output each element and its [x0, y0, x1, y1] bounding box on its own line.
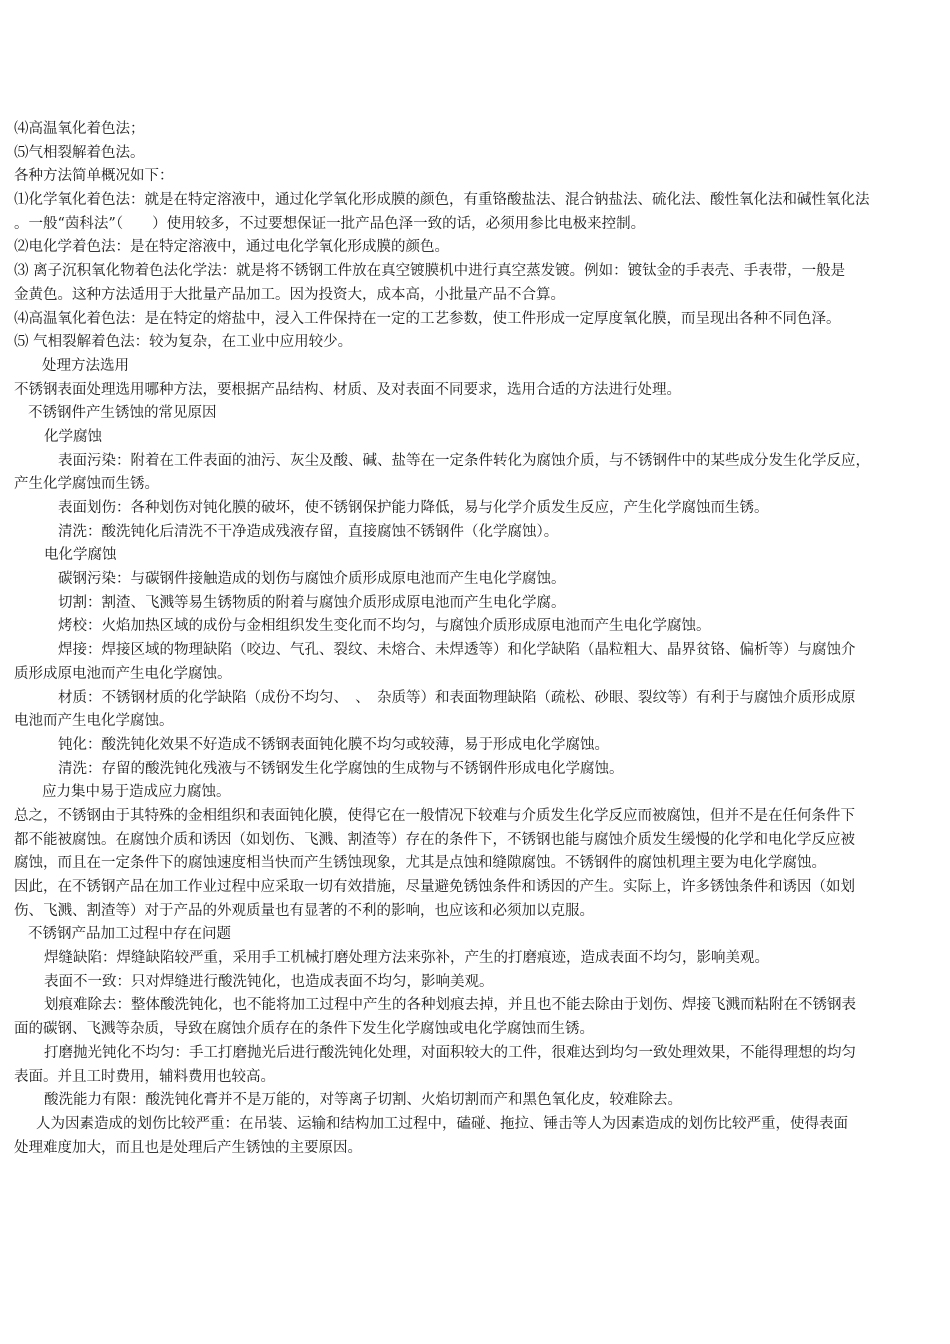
paragraph-welding: 焊接：焊接区域的物理缺陷（咬边、气孔、裂纹、未熔合、未焊透等）和化学缺陷（晶粒粗大、晶界贫铬、偏析等）与腐蚀介 — [58, 642, 856, 659]
methods-overview-heading: 各种方法简单概况如下： — [14, 168, 174, 185]
paragraph-human-factors: 人为因素造成的划伤比较严重：在吊装、运输和结构加工过程中，磕碰、拖拉、锤击等人为因素造成的划伤比较严重，使得表面 — [36, 1115, 848, 1132]
paragraph-summary-2: 都不能被腐蚀。在腐蚀介质和诱因（如划伤、飞溅、割渣等）存在的条件下，不锈钢也能与腐蚀介质发生缓慢的化学和电化学反应被 — [14, 831, 855, 848]
section-heading-rust-causes: 不锈钢件产生锈蚀的常见原因 — [28, 405, 217, 422]
paragraph-summary-1: 总之，不锈钢由于其特殊的金相组织和表面钝化膜，使得它在一般情况下较难与介质发生化学反应而被腐蚀，但并不是在任何条件下 — [14, 807, 855, 824]
section-heading-method-selection: 处理方法选用 — [42, 357, 129, 374]
paragraph-human-factors-cont: 处理难度加大，而且也是处理后产生锈蚀的主要原因。 — [14, 1139, 362, 1156]
paragraph-surface-contamination: 表面污染：附着在工件表面的油污、灰尘及酸、碱、盐等在一定条件转化为腐蚀介质，与不锈钢件中的某些成分发生化学反应， — [58, 452, 870, 469]
paragraph-cutting: 切割：割渣、飞溅等易生锈物质的附着与腐蚀介质形成原电池而产生电化学腐。 — [58, 594, 566, 611]
paragraph-flame-straightening: 烤校：火焰加热区域的成份与金相组织发生变化而不均匀，与腐蚀介质形成原电池而产生电化学腐蚀。 — [58, 618, 711, 635]
paragraph-therefore-1: 因此，在不锈钢产品在加工作业过程中应采取一切有效措施，尽量避免锈蚀条件和诱因的产生。实际上，许多锈蚀条件和诱因（如划 — [14, 879, 855, 895]
paragraph-scratch-removal: 划痕难除去：整体酸洗钝化，也不能将加工过程中产生的各种划痕去掉，并且也不能去除由于划伤、焊接飞溅而粘附在不锈钢表 — [44, 997, 856, 1014]
list-item-method-5: ⑸气相裂解着色法。 — [14, 144, 145, 161]
paragraph-therefore-2: 伤、飞溅、割渣等）对于产品的外观质量也有显著的不利的影响，也应该和必须加以克服。 — [14, 902, 594, 919]
paragraph-cleaning-electrochemical: 清洗：存留的酸洗钝化残液与不锈钢发生化学腐蚀的生成物与不锈钢件形成电化学腐蚀。 — [58, 760, 624, 777]
paragraph-cleaning-chemical: 清洗：酸洗钝化后清洗不干净造成残液存留，直接腐蚀不锈钢件（化学腐蚀）。 — [58, 523, 559, 540]
paragraph-high-temp-oxidation: ⑷高温氧化着色法：是在特定的熔盐中，浸入工件保持在一定的工艺参数，使工件形成一定厚度氧化膜，而呈现出各种不同色泽。 — [14, 310, 841, 327]
paragraph-ion-deposition: ⑶ 离子沉积氧化物着色法化学法：就是将不锈钢工件放在真空镀膜机中进行真空蒸发镀。例如：镀钛金的手表壳、手表带，一般是 — [14, 263, 846, 280]
paragraph-passivation: 钝化：酸洗钝化效果不好造成不锈钢表面钝化膜不均匀或较薄，易于形成电化学腐蚀。 — [58, 736, 609, 753]
paragraph-polishing-cont: 表面。并且工时费用，辅料费用也较高。 — [14, 1068, 275, 1085]
paragraph-surface-scratch: 表面划伤：各种划伤对钝化膜的破坏，使不锈钢保护能力降低，易与化学介质发生反应，产生化学腐蚀而生锈。 — [58, 500, 769, 516]
paragraph-material-cont: 电池而产生电化学腐蚀。 — [14, 713, 174, 730]
paragraph-scratch-removal-cont: 面的碳钢、飞溅等杂质，导致在腐蚀介质存在的条件下发生化学腐蚀或电化学腐蚀而生锈。 — [14, 1021, 594, 1038]
section-heading-processing-issues: 不锈钢产品加工过程中存在问题 — [28, 926, 231, 943]
paragraph-carbon-steel: 碳钢污染：与碳钢件接触造成的划伤与腐蚀介质形成原电池而产生电化学腐蚀。 — [58, 571, 566, 588]
paragraph-surface-contamination-cont: 产生化学腐蚀而生锈。 — [14, 476, 159, 493]
list-item-method-4: ⑷高温氧化着色法； — [14, 121, 145, 137]
paragraph-welding-cont: 质形成原电池而产生电化学腐蚀。 — [14, 665, 232, 682]
subheading-chemical-corrosion: 化学腐蚀 — [44, 428, 102, 445]
paragraph-chemical-oxidation-cont: 。一般“茵科法”（ ）使用较多，不过要想保证一批产品色泽一致的话，必须用参比电极来控制。 — [14, 215, 646, 232]
paragraph-ion-deposition-cont: 金黄色。这种方法适用于大批量产品加工。因为投资大，成本高，小批量产品不合算。 — [14, 286, 565, 303]
paragraph-weld-defects: 焊缝缺陷：焊缝缺陷较严重，采用手工机械打磨处理方法来弥补，产生的打磨痕迹，造成表面不均匀，影响美观。 — [44, 950, 769, 967]
paragraph-electrochemical: ⑵电化学着色法：是在特定溶液中，通过电化学氧化形成膜的颜色。 — [14, 239, 449, 256]
paragraph-gas-cracking: ⑸ 气相裂解着色法：较为复杂，在工业中应用较少。 — [14, 334, 353, 351]
paragraph-method-selection: 不锈钢表面处理选用哪种方法，要根据产品结构、材质、及对表面不同要求，选用合适的方法进行处理。 — [14, 381, 681, 398]
document-body — [14, 118, 939, 1160]
paragraph-summary-3: 腐蚀，而且在一定条件下的腐蚀速度相当快而产生锈蚀现象，尤其是点蚀和缝隙腐蚀。不锈钢件的腐蚀机理主要为电化学腐蚀。 — [14, 855, 826, 872]
paragraph-stress-corrosion: 应力集中易于造成应力腐蚀。 — [42, 784, 231, 801]
paragraph-polishing: 打磨抛光钝化不均匀：手工打磨抛光后进行酸洗钝化处理，对面积较大的工件，很难达到均匀一致处理效果，不能得理想的均匀 — [44, 1044, 856, 1061]
paragraph-chemical-oxidation: ⑴化学氧化着色法：就是在特定溶液中，通过化学氧化形成膜的颜色，有重铬酸盐法、混合钠盐法、硫化法、酸性氧化法和碱性氧化法 — [14, 192, 870, 209]
paragraph-pickling-limits: 酸洗能力有限：酸洗钝化膏并不是万能的，对等离子切割、火焰切割而产和黑色氧化皮，较难除去。 — [44, 1092, 682, 1109]
subheading-electrochemical-corrosion: 电化学腐蚀 — [44, 547, 117, 564]
paragraph-surface-inconsistency: 表面不一致：只对焊缝进行酸洗钝化，也造成表面不均匀，影响美观。 — [44, 973, 494, 990]
paragraph-material: 材质：不锈钢材质的化学缺陷（成份不均匀、 、 杂质等）和表面物理缺陷（疏松、砂眼、裂纹等）有利于与腐蚀介质形成原 — [58, 689, 856, 706]
